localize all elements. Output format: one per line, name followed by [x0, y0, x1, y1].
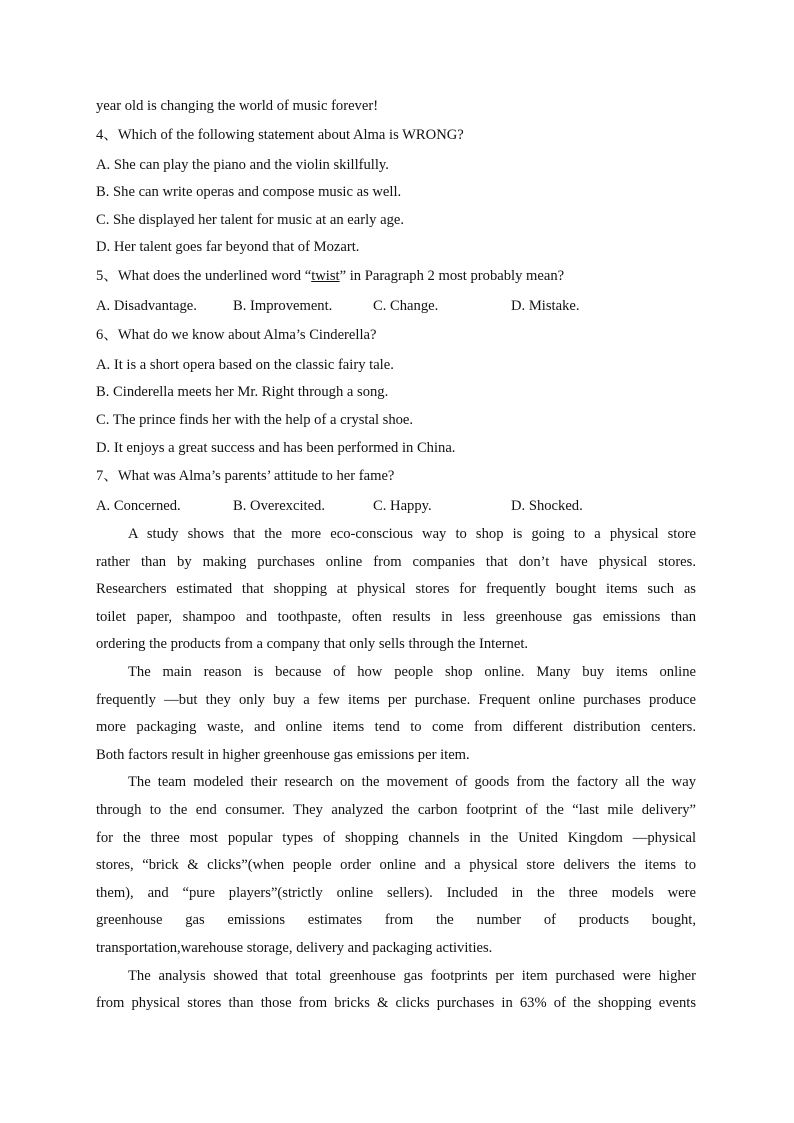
question-7-option-a: A. Concerned.	[96, 498, 181, 514]
passage-p2-line: frequently —but they only buy a few items per purchase. Frequent online purchases produce	[96, 692, 696, 708]
question-4-option-d: D. Her talent goes far beyond that of Mozart.	[96, 239, 360, 255]
question-7-option-d: D. Shocked.	[511, 498, 583, 514]
passage-p4-line: from physical stores than those from bricks & clicks purchases in 63% of the shopping events	[96, 995, 696, 1011]
passage-p1-line: ordering the products from a company that only sells through the Internet.	[96, 636, 529, 652]
question-7-stem: 7、What was Alma’s parents’ attitude to her fame?	[96, 468, 395, 484]
passage-p3-line: them), and “pure players”(strictly online sellers). Included in the three models were	[96, 885, 696, 901]
question-4-option-c: C. She displayed her talent for music at an early age.	[96, 212, 404, 228]
passage-p3-line: The team modeled their research on the movement of goods from the factory all the way	[128, 774, 696, 790]
question-4-option-a: A. She can play the piano and the violin skillfully.	[96, 157, 389, 173]
passage-p3-line: stores, “brick & clicks”(when people order online and a physical store delivers the items to	[96, 857, 696, 873]
passage-p1-line: rather than by making purchases online from companies that don’t have physical stores.	[96, 554, 696, 570]
underlined-word: twist	[311, 268, 340, 284]
passage-p4-line: The analysis showed that total greenhouse gas footprints per item purchased were higher	[128, 968, 696, 984]
question-6-option-b: B. Cinderella meets her Mr. Right through a song.	[96, 384, 389, 400]
question-6-option-a: A. It is a short opera based on the classic fairy tale.	[96, 357, 394, 373]
question-7-option-c: C. Happy.	[373, 498, 432, 514]
passage-p1-line: toilet paper, shampoo and toothpaste, often results in less greenhouse gas emissions than	[96, 609, 696, 625]
question-5-option-d: D. Mistake.	[511, 298, 580, 314]
question-7-option-b: B. Overexcited.	[233, 498, 325, 514]
passage-p3-line: through to the end consumer. They analyzed the carbon footprint of the “last mile delivery”	[96, 802, 696, 818]
passage-p2-line: Both factors result in higher greenhouse gas emissions per item.	[96, 747, 470, 763]
question-4-option-b: B. She can write operas and compose music as well.	[96, 184, 402, 200]
passage-intro-tail: year old is changing the world of music forever!	[96, 98, 379, 114]
question-5-option-a: A. Disadvantage.	[96, 298, 197, 314]
question-6-option-c: C. The prince finds her with the help of a crystal shoe.	[96, 412, 414, 428]
question-6-stem: 6、What do we know about Alma’s Cinderella?	[96, 327, 377, 343]
question-5-option-c: C. Change.	[373, 298, 439, 314]
passage-p3-line: greenhouse gas emissions estimates from the number of products bought,	[96, 912, 696, 928]
passage-p2-line: more packaging waste, and online items tend to come from different distribution centers.	[96, 719, 696, 735]
passage-p1-line: A study shows that the more eco-conscious way to shop is going to a physical store	[128, 526, 696, 542]
question-6-option-d: D. It enjoys a great success and has been performed in China.	[96, 440, 456, 456]
passage-p3-line: for the three most popular types of shopping channels in the United Kingdom —physical	[96, 830, 696, 846]
question-5-option-b: B. Improvement.	[233, 298, 333, 314]
question-4-stem: 4、Which of the following statement about Alma is WRONG?	[96, 127, 464, 143]
passage-p3-line: transportation,warehouse storage, delivery and packaging activities.	[96, 940, 493, 956]
passage-p1-line: Researchers estimated that shopping at physical stores for frequently bought items such as	[96, 581, 696, 597]
question-5-stem: 5、What does the underlined word “twist” in Paragraph 2 most probably mean?	[96, 268, 565, 284]
passage-p2-line: The main reason is because of how people shop online. Many buy items online	[128, 664, 696, 680]
